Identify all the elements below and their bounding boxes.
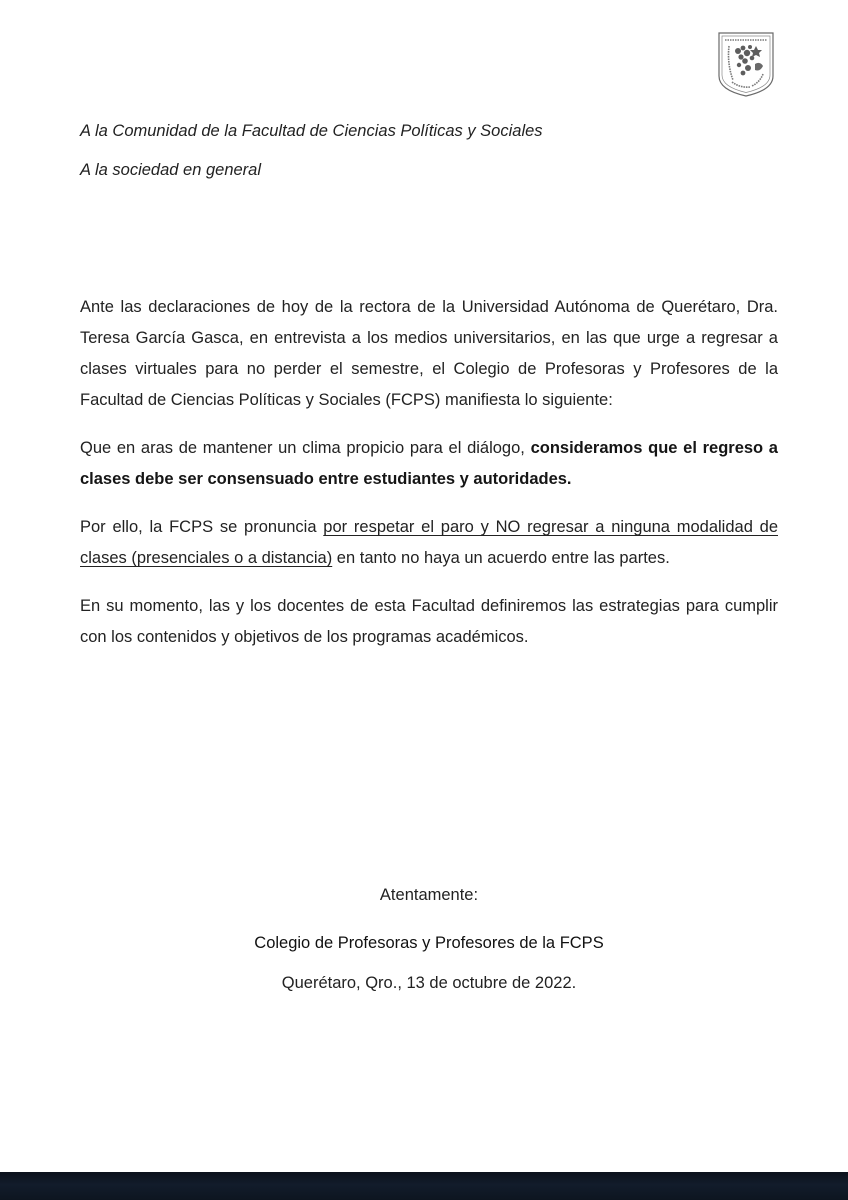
paragraph-strike-underlined: por respetar el paro y NO regresar a ninguna modalidad de clases (presenciales o a distancia) bbox=[80, 518, 778, 567]
paragraph-strike-intro: Por ello, la FCPS se pronuncia bbox=[80, 518, 324, 536]
salutation-community: A la Comunidad de la Facultad de Ciencias Políticas y Sociales bbox=[80, 122, 543, 140]
salutation-society: A la sociedad en general bbox=[80, 161, 262, 179]
letter-body bbox=[80, 292, 778, 670]
closing-regards: Atentamente: bbox=[379, 886, 479, 904]
closing-signature: Colegio de Profesoras y Profesores de la FCPS bbox=[254, 934, 604, 952]
paragraph-dialogue-emphasis: consideramos que el regreso a clases debe ser consensuado entre estudiantes y autoridades. bbox=[80, 439, 778, 488]
paragraph-statement-context: Ante las declaraciones de hoy de la rectora de la Universidad Autónoma de Querétaro, Dra. Teresa García Gasca, en entrevista a los medios universitarios, en las que urge a regresar a clases virtuales para no perder el semestre, el Colegio de Profesoras y Profesores de la Facultad de Ciencias Políticas y Sociales (FCPS) manifiesta lo siguiente: bbox=[80, 298, 778, 409]
bottom-dark-bar bbox=[0, 1172, 848, 1200]
paragraph-strike-position bbox=[80, 512, 778, 574]
paragraph-dialogue bbox=[80, 433, 778, 495]
paragraph-strategies: En su momento, las y los docentes de esta Facultad definiremos las estrategias para cumplir con los contenidos y objetivos de los programas académicos. bbox=[80, 597, 778, 646]
paragraph-strike-end: en tanto no haya un acuerdo entre las partes. bbox=[332, 549, 670, 567]
university-seal-icon bbox=[716, 30, 776, 98]
closing-place-date: Querétaro, Qro., 13 de octubre de 2022. bbox=[281, 974, 577, 992]
paragraph-dialogue-intro: Que en aras de mantener un clima propicio para el diálogo, bbox=[80, 439, 531, 457]
